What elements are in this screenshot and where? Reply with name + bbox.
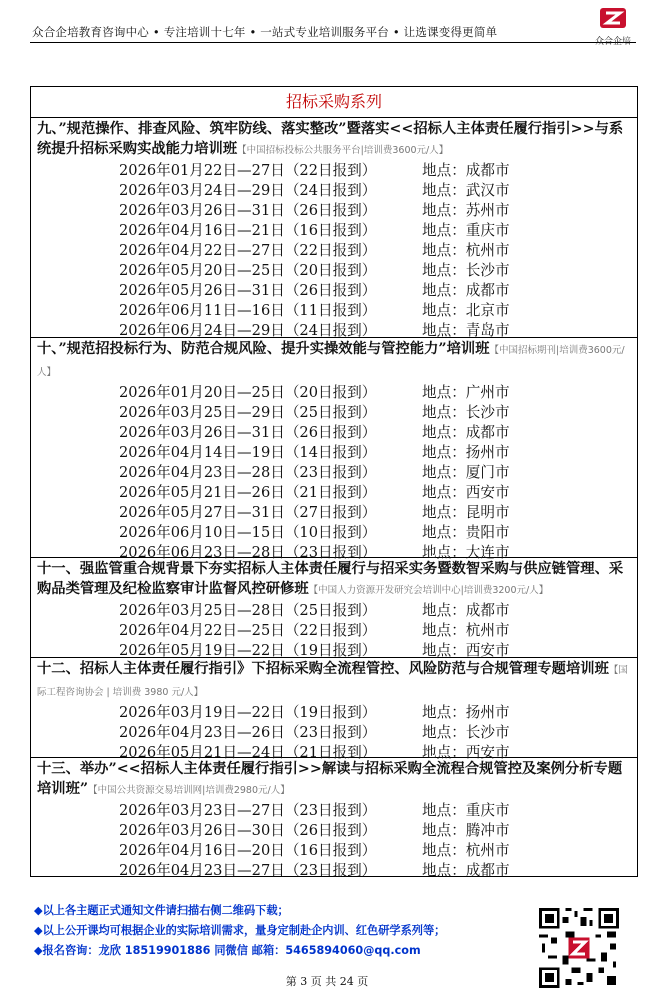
location-label: 地点： xyxy=(422,202,466,219)
course-heading xyxy=(31,338,637,383)
session-date: 2026年05月27日—31日（27日报到） xyxy=(119,504,377,521)
location-label: 地点： xyxy=(422,484,466,501)
location-label: 地点： xyxy=(422,622,466,639)
session-city: 北京市 xyxy=(465,302,510,319)
session-date: 2026年04月23日—27日（23日报到） xyxy=(119,862,377,879)
course-organizer-fee: 【中国人力资源开发研究会培训中心|培训费3200元/人】 xyxy=(308,585,549,596)
location-label: 地点： xyxy=(422,182,466,199)
session-date: 2026年01月20日—25日（20日报到） xyxy=(119,384,377,401)
session-location xyxy=(422,503,510,523)
location-label: 地点： xyxy=(422,504,466,521)
logo-icon xyxy=(598,6,628,30)
location-label: 地点： xyxy=(422,322,466,339)
session-date: 2026年03月26日—30日（26日报到） xyxy=(119,822,377,839)
location-label: 地点： xyxy=(422,444,466,461)
qr-code-icon[interactable] xyxy=(536,905,622,991)
header-rule xyxy=(30,42,636,43)
session-row xyxy=(31,483,637,503)
footer-line-contact: ◆报名咨询：龙欣 18519901886 同微信 邮箱：5465894060@qq.com xyxy=(34,944,421,957)
session-date: 2026年03月25日—28日（25日报到） xyxy=(119,602,377,619)
session-city: 昆明市 xyxy=(465,504,510,521)
session-date: 2026年03月26日—31日（26日报到） xyxy=(119,424,377,441)
session-location xyxy=(422,261,510,281)
session-location xyxy=(422,841,510,861)
course-title: 十二、招标人主体责任履行指引》下招标采购全流程管控、风险防范与合规管理专题培训班 xyxy=(37,661,609,677)
session-location xyxy=(422,443,510,463)
session-city: 大连市 xyxy=(465,544,510,561)
session-row xyxy=(31,463,637,483)
session-location xyxy=(422,801,510,821)
session-city: 厦门市 xyxy=(465,464,510,481)
session-row xyxy=(31,743,637,763)
session-date: 2026年03月19日—22日（19日报到） xyxy=(119,704,377,721)
session-date: 2026年04月16日—20日（16日报到） xyxy=(119,842,377,859)
session-row xyxy=(31,821,637,841)
session-date: 2026年03月26日—31日（26日报到） xyxy=(119,202,377,219)
session-row xyxy=(31,723,637,743)
session-city: 西安市 xyxy=(465,642,510,659)
session-row xyxy=(31,641,637,661)
course-section xyxy=(31,118,637,338)
session-row xyxy=(31,241,637,261)
course-organizer-fee: 【中国公共资源交易培训网|培训费2980元/人】 xyxy=(88,785,290,796)
session-city: 成都市 xyxy=(465,862,510,879)
session-row xyxy=(31,503,637,523)
session-row xyxy=(31,523,637,543)
session-date: 2026年06月11日—16日（11日报到） xyxy=(119,302,377,319)
location-label: 地点： xyxy=(422,724,466,741)
session-row xyxy=(31,281,637,301)
footer-line-custom: ◆以上公开课均可根据企业的实际培训需求，量身定制赴企内训、红色研学系列等； xyxy=(34,924,446,937)
brand-logo xyxy=(588,6,638,47)
session-date: 2026年06月23日—28日（23日报到） xyxy=(119,544,377,561)
session-date: 2026年04月22日—27日（22日报到） xyxy=(119,242,377,259)
session-city: 西安市 xyxy=(465,484,510,501)
location-label: 地点： xyxy=(422,802,466,819)
session-location xyxy=(422,641,510,661)
session-date: 2026年06月10日—15日（10日报到） xyxy=(119,524,377,541)
location-label: 地点： xyxy=(422,544,466,561)
session-location xyxy=(422,601,510,621)
session-city: 重庆市 xyxy=(465,222,510,239)
session-row xyxy=(31,161,637,181)
session-location xyxy=(422,523,510,543)
session-row xyxy=(31,261,637,281)
session-city: 扬州市 xyxy=(465,704,510,721)
session-city: 长沙市 xyxy=(465,262,510,279)
session-row xyxy=(31,601,637,621)
location-label: 地点： xyxy=(422,162,466,179)
session-row xyxy=(31,861,637,881)
session-city: 苏州市 xyxy=(465,202,510,219)
session-row xyxy=(31,201,637,221)
location-label: 地点： xyxy=(422,822,466,839)
location-label: 地点： xyxy=(422,602,466,619)
session-location xyxy=(422,463,510,483)
location-label: 地点： xyxy=(422,282,466,299)
location-label: 地点： xyxy=(422,404,466,421)
location-label: 地点： xyxy=(422,302,466,319)
session-date: 2026年04月22日—25日（22日报到） xyxy=(119,622,377,639)
session-location xyxy=(422,383,510,403)
session-location xyxy=(422,321,510,341)
course-heading xyxy=(31,758,637,801)
session-row xyxy=(31,221,637,241)
course-table xyxy=(30,86,638,877)
session-city: 扬州市 xyxy=(465,444,510,461)
session-city: 贵阳市 xyxy=(465,524,510,541)
session-city: 重庆市 xyxy=(465,802,510,819)
session-row xyxy=(31,423,637,443)
session-date: 2026年03月23日—27日（23日报到） xyxy=(119,802,377,819)
session-location xyxy=(422,161,510,181)
session-date: 2026年04月14日—19日（14日报到） xyxy=(119,444,377,461)
session-city: 成都市 xyxy=(465,602,510,619)
session-city: 武汉市 xyxy=(465,182,510,199)
session-location xyxy=(422,221,510,241)
session-date: 2026年04月16日—21日（16日报到） xyxy=(119,222,377,239)
session-row xyxy=(31,703,637,723)
session-city: 杭州市 xyxy=(465,622,510,639)
footer-line-download: ◆以上各主题正式通知文件请扫描右侧二维码下载； xyxy=(34,904,289,917)
session-location xyxy=(422,861,510,881)
session-date: 2026年01月22日—27日（22日报到） xyxy=(119,162,377,179)
session-location xyxy=(422,301,510,321)
course-organizer-fee: 【中国招标投标公共服务平台|培训费3600元/人】 xyxy=(237,145,449,156)
course-title: 十、”规范招投标行为、防范合规风险、提升实操效能与管控能力”培训班 xyxy=(37,341,490,357)
course-section xyxy=(31,338,637,561)
session-row xyxy=(31,383,637,403)
session-city: 成都市 xyxy=(465,282,510,299)
course-section xyxy=(31,658,637,761)
session-city: 西安市 xyxy=(465,744,510,761)
location-label: 地点： xyxy=(422,862,466,879)
session-city: 成都市 xyxy=(465,162,510,179)
session-row xyxy=(31,801,637,821)
session-date: 2026年05月20日—25日（20日报到） xyxy=(119,262,377,279)
location-label: 地点： xyxy=(422,524,466,541)
location-label: 地点： xyxy=(422,704,466,721)
session-city: 杭州市 xyxy=(465,242,510,259)
page-number: 第 3 页 共 24 页 xyxy=(285,975,369,988)
course-heading xyxy=(31,558,637,601)
session-location xyxy=(422,241,510,261)
session-location xyxy=(422,201,510,221)
course-title: 十三、举办”<<招标人主体责任履行指引>>解读与招标采购全流程合规管控及案例分析专题培训班” xyxy=(37,761,623,797)
session-date: 2026年04月23日—28日（23日报到） xyxy=(119,464,377,481)
session-city: 成都市 xyxy=(465,424,510,441)
session-row xyxy=(31,621,637,641)
location-label: 地点： xyxy=(422,384,466,401)
session-date: 2026年05月26日—31日（26日报到） xyxy=(119,282,377,299)
location-label: 地点： xyxy=(422,424,466,441)
location-label: 地点： xyxy=(422,262,466,279)
header-text: 众合企培教育咨询中心 • 专注培训十七年 • 一站式专业培训服务平台 • 让选课变得更简单 xyxy=(32,25,498,39)
session-city: 青岛市 xyxy=(465,322,510,339)
session-date: 2026年03月24日—29日（24日报到） xyxy=(119,182,377,199)
session-location xyxy=(422,743,510,763)
session-city: 广州市 xyxy=(465,384,510,401)
session-location xyxy=(422,423,510,443)
session-location xyxy=(422,403,510,423)
session-location xyxy=(422,821,510,841)
session-location xyxy=(422,483,510,503)
session-city: 长沙市 xyxy=(465,724,510,741)
course-organizer-fee: 【中国招标期刊|培训费3600元/人】 xyxy=(37,345,625,378)
session-date: 2026年04月23日—26日（23日报到） xyxy=(119,724,377,741)
location-label: 地点： xyxy=(422,222,466,239)
session-city: 杭州市 xyxy=(465,842,510,859)
course-heading xyxy=(31,118,637,161)
session-row xyxy=(31,443,637,463)
session-row xyxy=(31,543,637,563)
course-sections xyxy=(31,118,637,877)
course-title: 十一、强监管重合规背景下夯实招标人主体责任履行与招采实务暨数智采购与供应链管理、采购品类管理及纪检监察审计监督风控研修班 xyxy=(37,561,624,597)
session-location xyxy=(422,181,510,201)
session-date: 2026年05月19日—22日（19日报到） xyxy=(119,642,377,659)
session-city: 腾冲市 xyxy=(465,822,510,839)
session-location xyxy=(422,543,510,563)
course-title: 九、”规范操作、排查风险、筑牢防线、落实整改”暨落实<<招标人主体责任履行指引>>与系统提升招标采购实战能力培训班 xyxy=(37,121,624,157)
session-location xyxy=(422,281,510,301)
session-date: 2026年05月21日—26日（21日报到） xyxy=(119,484,377,501)
session-location xyxy=(422,703,510,723)
session-row xyxy=(31,301,637,321)
session-row xyxy=(31,321,637,341)
course-section xyxy=(31,558,637,658)
course-section xyxy=(31,758,637,877)
location-label: 地点： xyxy=(422,242,466,259)
session-location xyxy=(422,723,510,743)
session-row xyxy=(31,841,637,861)
location-label: 地点： xyxy=(422,642,466,659)
session-city: 长沙市 xyxy=(465,404,510,421)
session-location xyxy=(422,621,510,641)
course-heading xyxy=(31,658,637,703)
table-title: 招标采购系列 xyxy=(31,87,637,118)
location-label: 地点： xyxy=(422,842,466,859)
session-date: 2026年05月21日—24日（21日报到） xyxy=(119,744,377,761)
session-date: 2026年03月25日—29日（25日报到） xyxy=(119,404,377,421)
logo-text: 众合企培 xyxy=(594,37,631,47)
session-row xyxy=(31,181,637,201)
location-label: 地点： xyxy=(422,744,466,761)
course-organizer-fee: 【国际工程咨询协会 | 培训费 3980 元/人】 xyxy=(37,665,628,698)
location-label: 地点： xyxy=(422,464,466,481)
session-date: 2026年06月24日—29日（24日报到） xyxy=(119,322,377,339)
session-row xyxy=(31,403,637,423)
